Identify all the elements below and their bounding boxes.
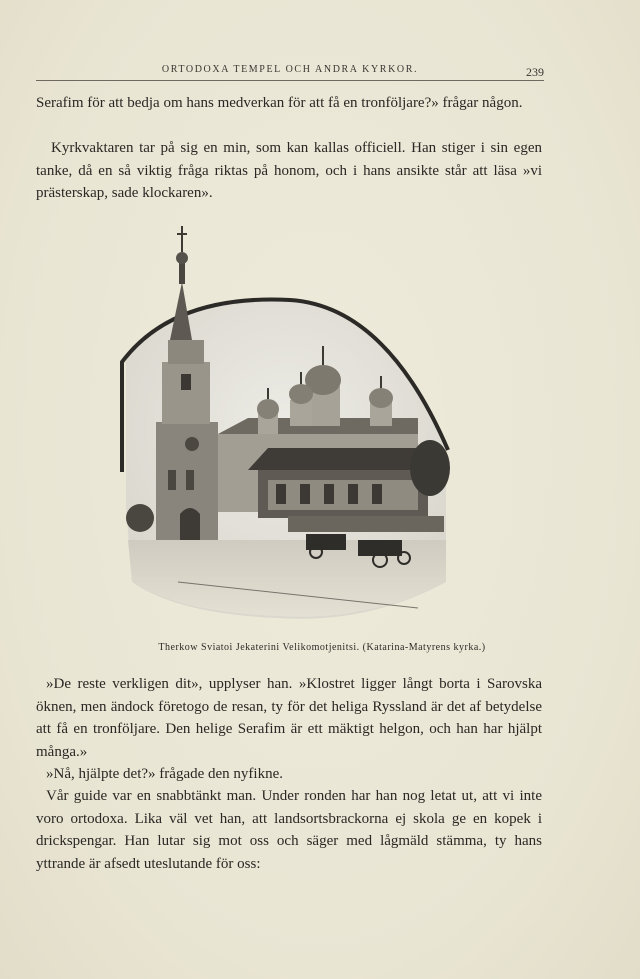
running-head: ORTODOXA TEMPEL OCH ANDRA KYRKOR. <box>161 64 419 75</box>
paragraph-5: Vår guide var en snabbtänkt man. Under ronden har han nog letat ut, att vi inte voro ortodoxa. Lika väl vet han, att landsortsbrackorna ej skola ge en kopek i drickspengar. Han lutar sig mot oss och säger med lågmäld stämma, ty hans yttrande är afsedt uteslutande för oss: <box>36 788 542 872</box>
paragraph-2: Kyrkvaktaren tar på sig en min, som kan kallas officiell. Han stiger i sin egen tanke, då en så viktig fråga riktas på honom, och i hans ansikte står att läsa »vi prästerskap, sade klockaren». <box>36 140 542 201</box>
paragraph-4: »Nå, hjälpte det?» frågade den nyfikne. <box>46 766 283 782</box>
figure-caption: Therkow Sviatoi Jekaterini Velikomotjenitsi. (Katarina-Matyrens kyrka.) <box>158 642 486 653</box>
page-number: 239 <box>526 65 544 79</box>
church-engraving <box>118 222 458 630</box>
church-illustration <box>118 222 458 630</box>
paragraph-1: Serafim för att bedja om hans medverkan för att få en tronföljare?» frågar någon. <box>36 95 523 111</box>
paragraph-3: »De reste verkligen dit», upplyser han. »Klostret ligger långt borta i Sarovska öknen, men ändock företogo de resan, ty för det heliga Ryssland är det af betydelse att få en tronföljare. Den helige Serafim är ett mäktigt helgon, och han har hjälpt många.» <box>36 676 542 760</box>
page-header <box>36 62 544 81</box>
